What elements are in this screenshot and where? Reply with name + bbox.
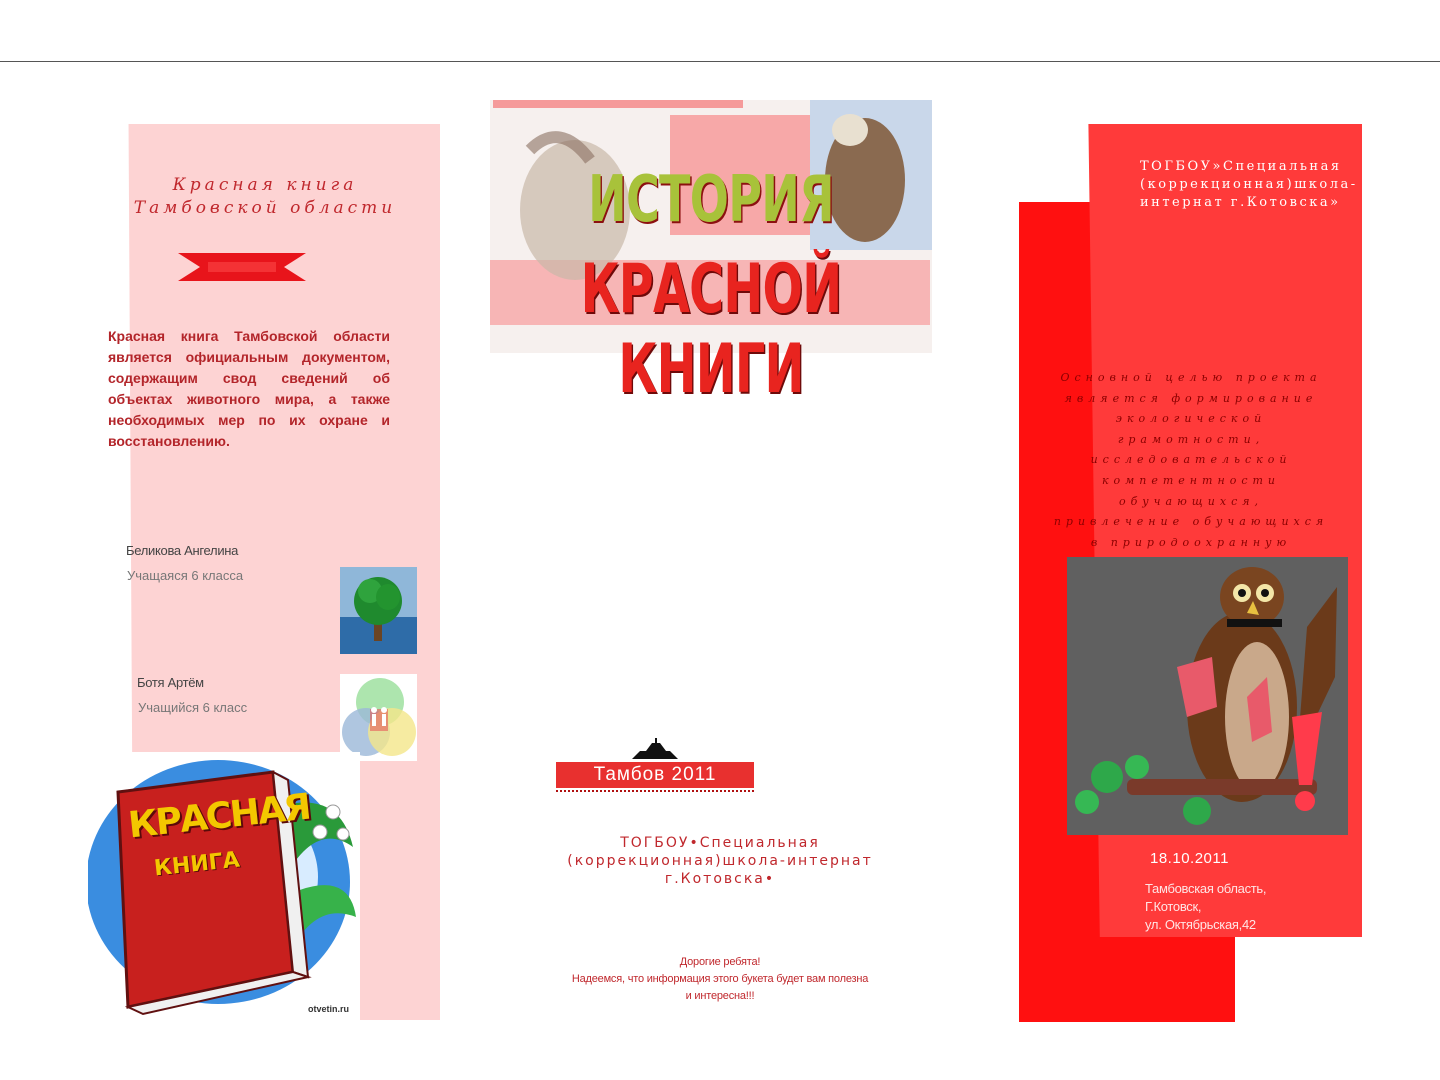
author-name: Ботя Артём	[137, 675, 204, 690]
goal-line: компетентности	[1101, 473, 1281, 487]
city-year-label: Тамбов 2011	[556, 762, 754, 788]
author-name: Беликова Ангелина	[126, 543, 239, 558]
greeting	[540, 954, 900, 1005]
school-name-center	[540, 834, 900, 888]
goal-line: экологической	[1115, 412, 1267, 426]
address	[1145, 880, 1266, 934]
goal-line: Основной целью проекта	[1060, 371, 1322, 384]
banner-title-1: ИСТОРИЯ	[588, 163, 834, 237]
school-line: (коррекционная)школа-интернат	[567, 853, 873, 869]
address-line: ул. Октябрьская,42	[1145, 917, 1256, 932]
title-banner	[490, 100, 932, 409]
author-2	[137, 675, 247, 715]
book-title-2: КНИГА	[152, 847, 241, 882]
project-goal	[1046, 368, 1336, 553]
school-line: ТОГБОУ•Специальная	[620, 835, 820, 851]
family-logo-icon	[340, 674, 417, 761]
banner-title-2: КРАСНОЙ КНИГИ	[580, 250, 842, 409]
greeting-line: Дорогие ребята!	[679, 956, 761, 968]
school-line: г.Котовска•	[664, 871, 776, 887]
red-book-illustration	[88, 752, 360, 1020]
author-1	[126, 543, 243, 583]
date-label: 18.10.2011	[1150, 850, 1229, 867]
book-title-1: КРАСНАЯ	[126, 786, 312, 847]
image-credit: otvetin.ru	[308, 1004, 350, 1014]
city-underline	[556, 788, 754, 792]
title-line-2: Тамбовской области	[133, 198, 397, 218]
goal-line: в природоохранную	[1090, 535, 1292, 549]
left-description: Красная книга Тамбовской области является официальным документом, содержащим свод сведений об объектах животного мира, а также необходимых мер по их охране и восстановлению.	[108, 328, 390, 449]
ribbon-icon	[178, 253, 306, 281]
author-role: Учащийся 6 класс	[138, 700, 248, 715]
ship-icon	[630, 737, 680, 761]
top-divider	[0, 61, 1440, 62]
greeting-line: и интересна!!!	[685, 990, 755, 1002]
school-line: интернат г.Котовска»	[1140, 195, 1341, 210]
goal-line: грамотности,	[1117, 432, 1265, 446]
address-line: Тамбовская область,	[1145, 881, 1267, 896]
greeting-line: Надеемся, что информация этого букета будет вам полезна	[571, 973, 869, 985]
school-line: ТОГБОУ»Специальная	[1140, 159, 1342, 174]
owl-illustration-icon	[1067, 557, 1348, 835]
school-line: (коррекционная)школа-	[1140, 177, 1358, 192]
title-line-1: Красная книга	[172, 175, 358, 195]
address-line: Г.Котовск,	[1145, 899, 1202, 914]
author-role: Учащаяся 6 класса	[127, 568, 244, 583]
left-panel-title	[110, 174, 420, 220]
goal-line: привлечение обучающихся	[1053, 515, 1329, 529]
goal-line: исследовательской	[1090, 453, 1292, 467]
school-name-right	[1140, 158, 1370, 212]
goal-line: обучающихся,	[1118, 494, 1264, 508]
tree-logo-icon	[340, 567, 417, 654]
goal-line: является формирование	[1064, 391, 1318, 405]
